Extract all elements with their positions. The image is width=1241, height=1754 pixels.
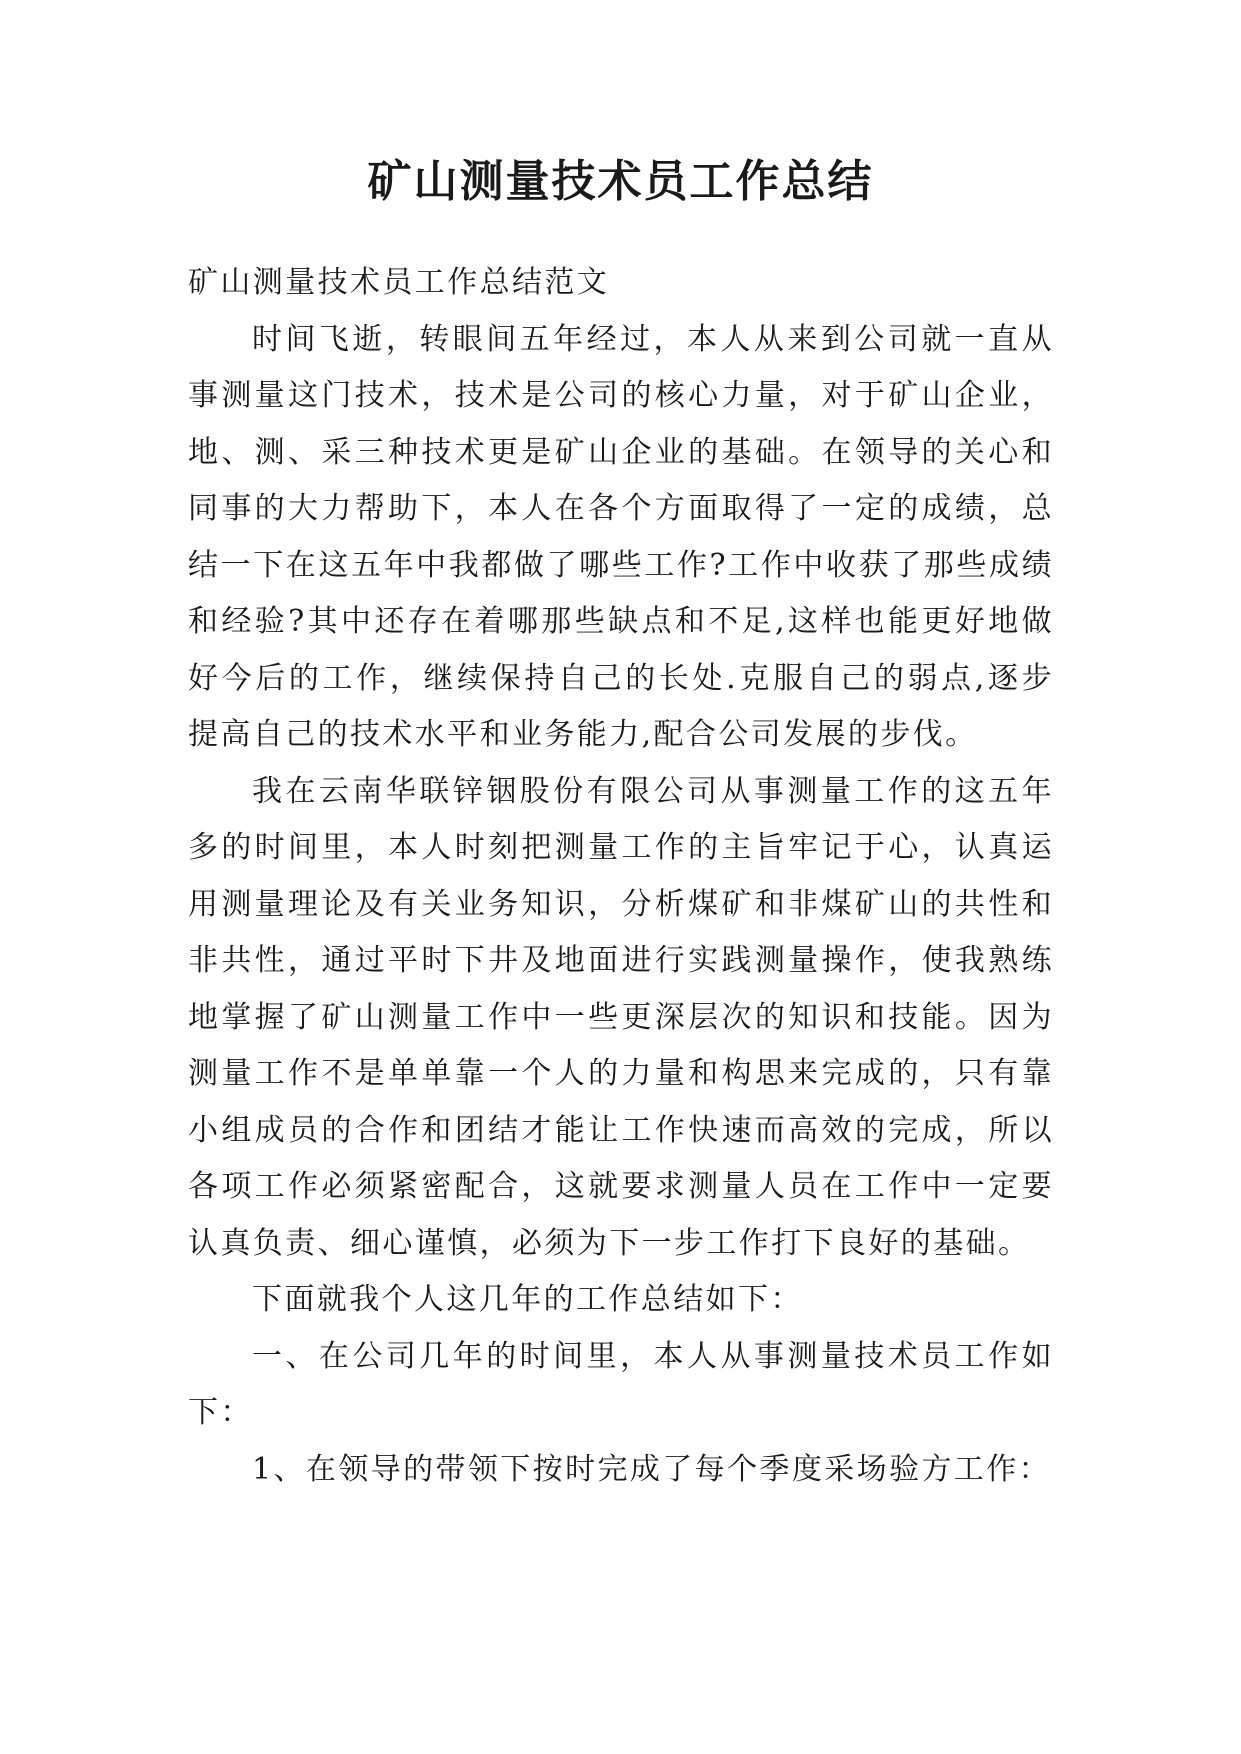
section-heading-1: 一、在公司几年的时间里，本人从事测量技术员工作如下： (188, 1338, 1054, 1430)
document-subtitle: 矿山测量技术员工作总结范文 (188, 265, 610, 300)
document-title: 矿山测量技术员工作总结 (367, 156, 874, 207)
paragraph-intro: 时间飞逝，转眼间五年经过，本人从来到公司就一直从事测量这门技术，技术是公司的核心力量，对于矿山企业，地、测、采三种技术更是矿山企业的基础。在领导的关心和同事的大力帮助下，本人在各个方面取得了一定的成绩，总结一下在这五年中我都做了哪些工作?工作中收获了那些成绩和经验?其中还存在着哪那些缺点和不足,这样也能更好地做好今后的工作，继续保持自己的长处.克服自己的弱点,逐步提高自己的技术水平和业务能力,配合公司发展的步伐。 (188, 321, 1054, 752)
list-item-1: 1、在领导的带领下按时完成了每个季度采场验方工作： (252, 1451, 1052, 1487)
paragraph-summary-lead: 下面就我个人这几年的工作总结如下： (252, 1282, 803, 1317)
paragraph-experience: 我在云南华联锌铟股份有限公司从事测量工作的这五年多的时间里，本人时刻把测量工作的主旨牢记于心，认真运用测量理论及有关业务知识，分析煤矿和非煤矿山的共性和非共性，通过平时下井及地面进行实践测量操作，使我熟练地掌握了矿山测量工作中一些更深层次的知识和技能。因为测量工作不是单单靠一个人的力量和构思来完成的，只有靠小组成员的合作和团结才能让工作快速而高效的完成，所以各项工作必须紧密配合，这就要求测量人员在工作中一定要认真负责、细心谨慎，必须为下一步工作打下良好的基础。 (188, 773, 1054, 1261)
document-body (188, 255, 1054, 1498)
